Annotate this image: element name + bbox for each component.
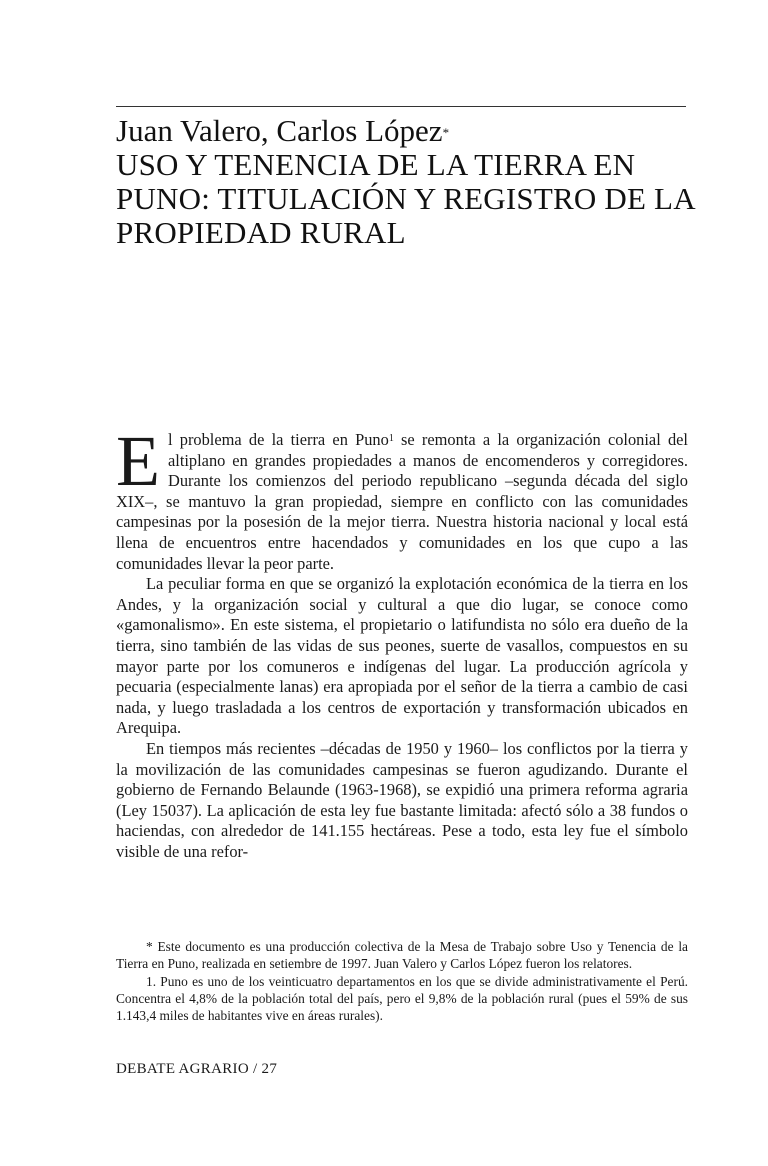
footnote-2: 1. Puno es uno de los veinticuatro departamentos en los que se divide administrativamente el Perú. Concentra el 4,8% de la población total del país, pero el 9,8% de la población rural (pues el 59% de sus 1.143,4 miles de habitantes vive en áreas rurales). bbox=[116, 973, 688, 1024]
paragraph-1-rest: se remonta a la organización colonial del altiplano en grandes propiedades a manos de encomenderos y corregidores. Durante los comienzos del periodo republicano –segunda década del siglo XIX–, se mantuvo la gran propiedad, siempre en conflicto con las comunidades campesinas por la posesión de la mejor tierra. Nuestra historia nacional y local está llena de encuentros entre hacendados y comunidades en los que cupo a las comunidades llevar la peor parte. bbox=[116, 430, 688, 573]
footnote-ref-1: 1 bbox=[388, 433, 394, 444]
authors-footnote-mark: * bbox=[442, 125, 450, 140]
paragraph-1 bbox=[116, 421, 688, 574]
header-rule bbox=[116, 106, 686, 107]
article-authors bbox=[116, 114, 696, 148]
article-title: USO Y TENENCIA DE LA TIERRA EN PUNO: TITULACIÓN Y REGISTRO DE LA PROPIEDAD RURAL bbox=[116, 147, 695, 250]
article-header bbox=[116, 114, 696, 250]
drop-cap: E bbox=[116, 421, 160, 501]
footnote-1: * Este documento es una producción colectiva de la Mesa de Trabajo sobre Uso y Tenencia de la Tierra en Puno, realizada en setiembre de 1997. Juan Valero y Carlos López fueron los relatores. bbox=[116, 939, 688, 972]
article-body bbox=[116, 421, 688, 862]
paragraph-2: La peculiar forma en que se organizó la explotación económica de la tierra en los Andes, y la organización social y cultural a que dio lugar, se conoce como «gamonalismo». En este sistema, el propietario o latifundista no sólo era dueño de la tierra, sino también de las vidas de sus peones, suerte de vasallos, compuestos en su mayor parte por los comuneros e indígenas del lugar. La producción agrícola y pecuaria (especialmente lanas) era apropiada por el señor de la tierra a cambio de casi nada, y luego trasladada a los centros de exportación y transformación ubicados en Arequipa. bbox=[116, 574, 688, 738]
authors-text: Juan Valero, Carlos López bbox=[116, 113, 443, 148]
paragraph-3: En tiempos más recientes –décadas de 1950 y 1960– los conflictos por la tierra y la movilización de las comunidades campesinas se fueron agudizando. Durante el gobierno de Fernando Belaunde (1963-1968), se expidió una primera reforma agraria (Ley 15037). La aplicación de esta ley fue bastante limitada: afectó sólo a 38 fundos o haciendas, con alrededor de 141.155 hectáreas. Pese a todo, esta ley fue el símbolo visible de una refor- bbox=[116, 738, 688, 861]
footnotes bbox=[116, 938, 688, 1024]
running-footer: DEBATE AGRARIO / 27 bbox=[116, 1061, 278, 1077]
paragraph-1-start: l problema de la tierra en Puno bbox=[167, 430, 389, 449]
